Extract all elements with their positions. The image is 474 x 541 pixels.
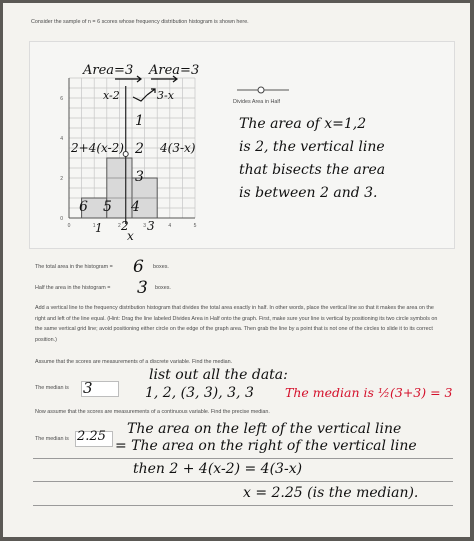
half-area-unit: boxes. bbox=[155, 285, 171, 291]
y-tick-label: 2 bbox=[60, 176, 63, 182]
bar-num-3: 4 bbox=[131, 199, 140, 215]
bar-num-5: 2 bbox=[135, 141, 144, 157]
median-continuous-value: 2.25 bbox=[77, 429, 106, 444]
x-tick-label: 3 bbox=[143, 223, 146, 229]
bar-num-2: 5 bbox=[103, 199, 112, 215]
legend-label: Divides Area in Half bbox=[233, 99, 281, 105]
half-area-label: Half the area in the histogram = bbox=[35, 285, 111, 291]
bar-num-1: 6 bbox=[79, 199, 88, 215]
median-discrete-value: 3 bbox=[83, 379, 93, 397]
discrete-prompt: Assume that the scores are measurements of a discrete variable. Find the median. bbox=[35, 359, 233, 365]
bar-num-4: 1 bbox=[135, 113, 144, 129]
worksheet-page bbox=[3, 3, 470, 537]
note-line-1: The area of x=1,2 bbox=[239, 116, 367, 132]
y-tick-label: 0 bbox=[60, 216, 63, 222]
instructions-text: Add a vertical line to the frequency distribution histogram that divides the total area exactly in half. In other words, place the vertical line so that it makes the area on the right and left of the line equal. (Hint: Drag the line labeled Divides Area in Half onto the graph. First, make sure your line is vertical by positioning its two circle symbols on the same vertical grid line; avoid positioning either circle on the edge of the graph area. Then grab the line by a point that is not one of the circles to slide it to its correct position.) bbox=[35, 305, 438, 343]
divides-area-widget[interactable] bbox=[233, 83, 293, 97]
intro-text: Consider the sample of n = 6 scores whose frequency distribution histogram is shown here. bbox=[31, 19, 249, 25]
list-heading: list out all the data: bbox=[149, 367, 288, 383]
x-tick-label: 2 bbox=[118, 223, 121, 229]
continuous-prompt: Now assume that the scores are measurements of a continuous variable. Find the precise median. bbox=[35, 409, 270, 415]
arrow-left-label: x-2 bbox=[103, 89, 120, 102]
answer-rule-2 bbox=[33, 481, 453, 482]
x-tick-label: 0 bbox=[67, 223, 71, 229]
bar-num-6: 3 bbox=[135, 169, 144, 185]
bisect-note bbox=[239, 113, 385, 205]
total-area-unit: boxes. bbox=[153, 264, 169, 270]
half-area-value[interactable]: 3 bbox=[137, 278, 148, 298]
y-tick-label: 6 bbox=[60, 96, 63, 102]
arrow-right-label: 3-x bbox=[157, 89, 174, 102]
area-right-label: Area=3 bbox=[149, 63, 200, 78]
x-tick-label: 4 bbox=[168, 223, 172, 229]
data-list: 1, 2, (3, 3), 3, 3 bbox=[145, 385, 254, 401]
final-line-3: then 2 + 4(x-2) = 4(3-x) bbox=[133, 461, 303, 477]
x-tick-label: 5 bbox=[193, 223, 197, 229]
note-line-2: is 2, the vertical line bbox=[239, 139, 385, 155]
x-mark-1: 1 bbox=[95, 221, 103, 235]
answer-rule-1 bbox=[33, 458, 453, 459]
median-calc-note: The median is ½(3+3) = 3 bbox=[285, 385, 453, 400]
final-line-2: = The area on the right of the vertical line bbox=[115, 438, 417, 454]
x-mark-2: 2 bbox=[121, 219, 129, 233]
left-area-expr: 2+4(x-2) bbox=[71, 141, 124, 155]
y-tick-label: 4 bbox=[60, 136, 63, 142]
answer-rule-3 bbox=[33, 505, 453, 506]
right-area-expr: 4(3-x) bbox=[160, 141, 196, 155]
widget-handle-icon bbox=[258, 87, 264, 93]
area-left-label: Area=3 bbox=[83, 63, 134, 78]
median-label-discrete: The median is bbox=[35, 385, 69, 391]
arrow-annotations bbox=[111, 75, 191, 111]
x-mark-3: 3 bbox=[147, 219, 155, 233]
note-line-4: is between 2 and 3. bbox=[239, 185, 378, 201]
x-variable-mark: x bbox=[127, 229, 134, 243]
total-area-label: The total area in the histogram = bbox=[35, 264, 113, 270]
median-label-continuous: The median is bbox=[35, 436, 69, 442]
x-tick-label: 1 bbox=[92, 223, 96, 229]
note-line-3: that bisects the area bbox=[239, 162, 386, 178]
total-area-value[interactable]: 6 bbox=[133, 257, 144, 277]
final-line-4: x = 2.25 (is the median). bbox=[243, 485, 419, 501]
final-line-1: The area on the left of the vertical line bbox=[127, 421, 402, 437]
